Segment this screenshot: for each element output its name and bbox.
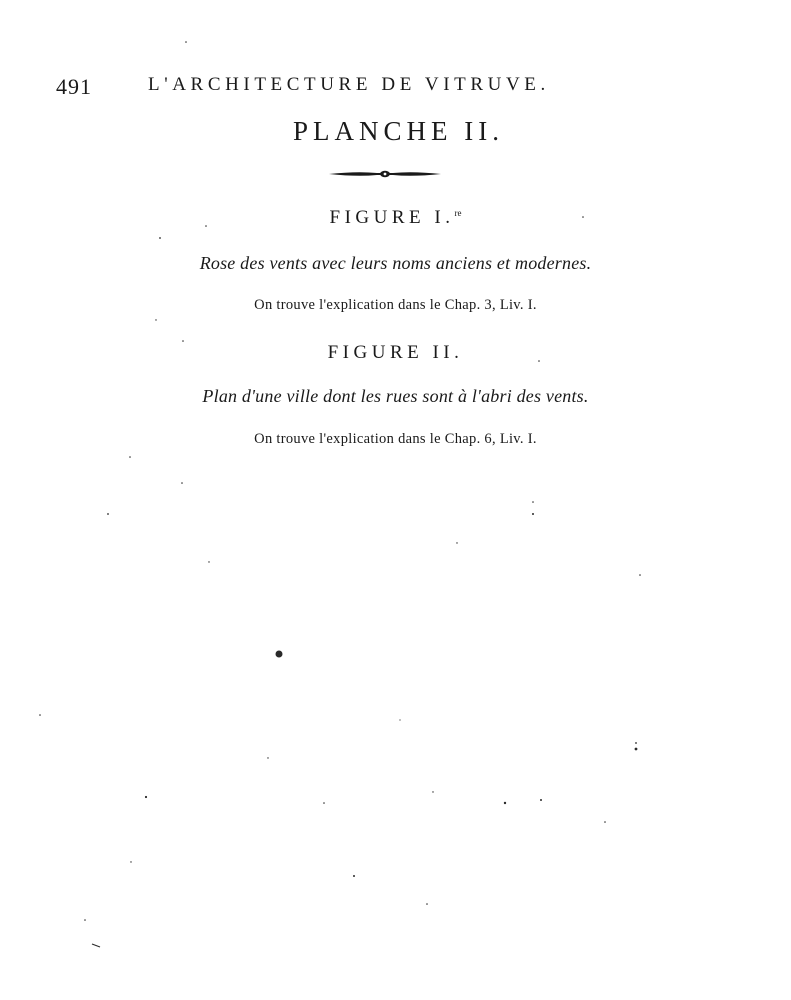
- ornament-divider-icon: [327, 166, 443, 182]
- figure-1-heading: [0, 207, 791, 229]
- running-head: L'ARCHITECTURE DE VITRUVE.: [148, 74, 550, 95]
- figure-1-heading-sup: re: [454, 208, 462, 218]
- figure-1-heading-text: FIGURE I.: [329, 207, 455, 228]
- figure-1-note: On trouve l'explication dans le Chap. 3, Liv. I.: [254, 297, 537, 313]
- figure-2-heading-text: FIGURE II.: [327, 342, 464, 363]
- figure-2-note: On trouve l'explication dans le Chap. 6, Liv. I.: [254, 431, 537, 447]
- figure-2-caption: Plan d'une ville dont les rues sont à l'abri des vents.: [202, 386, 589, 406]
- figure-2-heading: [0, 342, 791, 364]
- page-number: 491: [56, 74, 92, 99]
- plate-title: PLANCHE II.: [293, 116, 504, 146]
- figure-1-caption: Rose des vents avec leurs noms anciens et modernes.: [199, 253, 592, 273]
